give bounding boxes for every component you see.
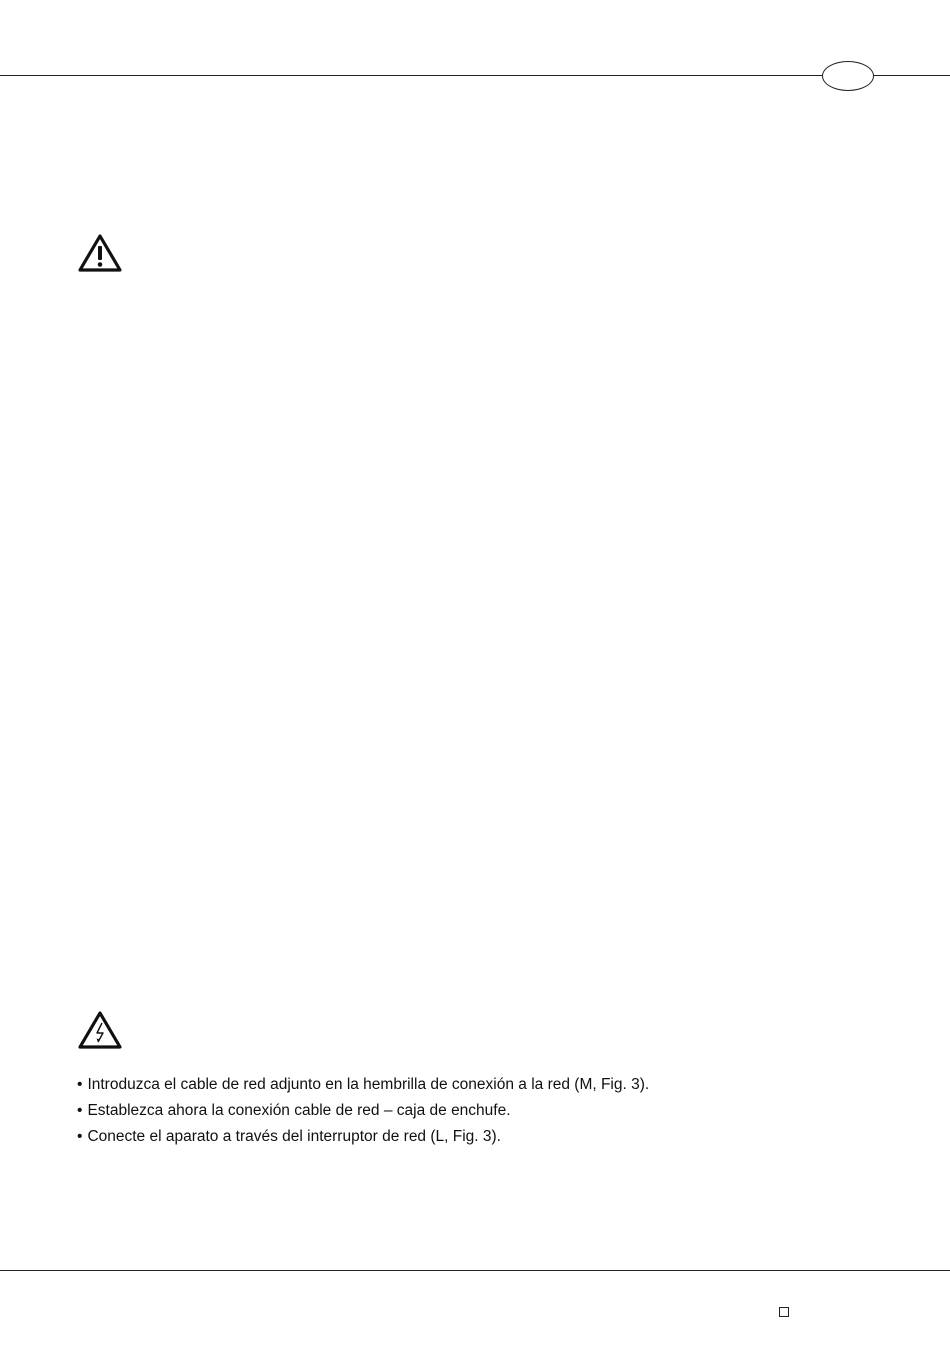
warning-triangle-icon xyxy=(77,233,123,273)
bullet: • xyxy=(77,1076,83,1093)
list-item xyxy=(77,1072,649,1098)
electric-shock-warning-icon xyxy=(77,1010,123,1050)
language-oval-icon xyxy=(822,61,874,91)
step-text: Conecte el aparato a través del interruptor de red (L, Fig. 3). xyxy=(87,1128,501,1145)
footer-rule xyxy=(0,1270,950,1271)
connection-steps-list xyxy=(77,1072,649,1150)
bullet: • xyxy=(77,1102,83,1119)
header-rule xyxy=(0,75,950,76)
page-marker-square-icon xyxy=(779,1307,789,1317)
list-item xyxy=(77,1098,649,1124)
list-item xyxy=(77,1124,649,1150)
step-text: Introduzca el cable de red adjunto en la hembrilla de conexión a la red (M, Fig. 3). xyxy=(87,1076,650,1093)
step-text: Establezca ahora la conexión cable de red – caja de enchufe. xyxy=(87,1102,511,1119)
bullet: • xyxy=(77,1128,83,1145)
